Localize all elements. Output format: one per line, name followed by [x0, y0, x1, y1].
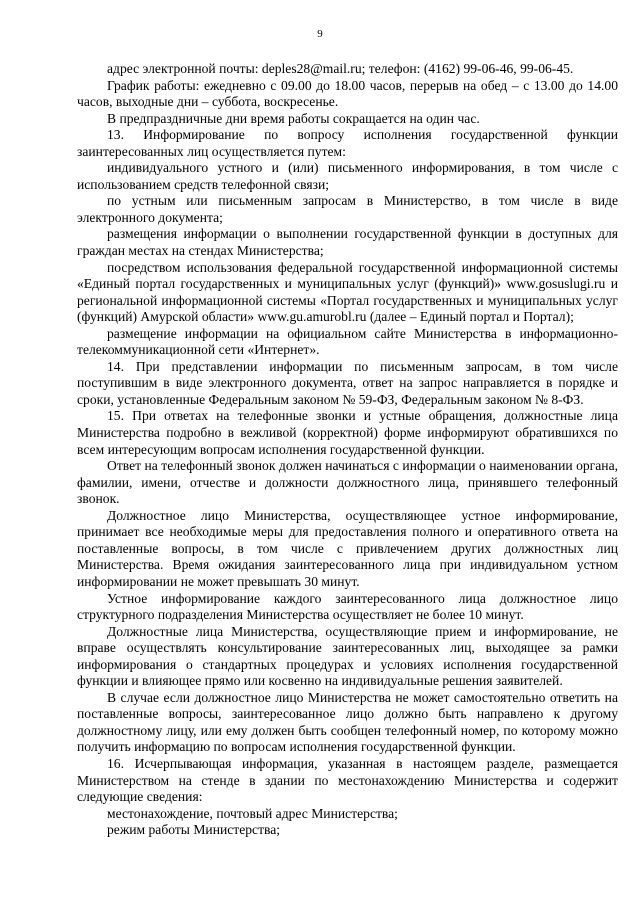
paragraph: местонахождение, почтовый адрес Министерства;	[107, 805, 398, 821]
paragraph: Ответ на телефонный звонок должен начинаться с информации о наименовании органа, фамилии, имени, отчестве и должности должностного лица, принявшего телефонный звонок.	[77, 458, 618, 507]
paragraph: В предпраздничные дни время работы сокращается на один час.	[107, 110, 480, 126]
page-number: 9	[317, 28, 323, 40]
paragraph: по устным или письменным запросам в Министерство, в том числе в виде электронного документа;	[77, 193, 618, 225]
document-body	[77, 61, 618, 839]
paragraph: индивидуального устного и (или) письменного информирования, в том числе с использованием средств телефонной связи;	[77, 160, 618, 192]
paragraph: 15. При ответах на телефонные звонки и устные обращения, должностные лица Министерства подробно в вежливой (корректной) форме информируют обратившихся по всем интересующим вопросам исполнения государственной функции.	[77, 408, 618, 457]
paragraph: 16. Исчерпывающая информация, указанная в настоящем разделе, размещается Министерством на стенде в здании по местонахождению Министерства и содержит следующие сведения:	[77, 755, 618, 805]
paragraph: График работы: ежедневно с 09.00 до 18.00 часов, перерыв на обед – с 13.00 до 14.00 часов, выходные дни – суббота, воскресенье.	[77, 77, 618, 110]
paragraph: размещение информации на официальном сайте Министерства в информационно-телекоммуникационной сети «Интернет».	[77, 325, 618, 358]
paragraph: посредством использования федеральной государственной информационной системы «Единый портал государственных и муниципальных услуг (функций)» www.gosuslugi.ru и региональной информационной системы «Портал государственных и муниципальных услуг (функций) Амурской области» www.gu.amurobl.ru (далее – Единый портал и Портал);	[77, 259, 618, 325]
paragraph: адрес электронной почты: deples28@mail.ru; телефон: (4162) 99-06-46, 99-06-45.	[107, 61, 574, 76]
paragraph: Устное информирование каждого заинтересованного лица должностное лицо структурного подразделения Министерства осуществляет не более 10 минут.	[77, 590, 618, 623]
paragraph: В случае если должностное лицо Министерства не может самостоятельно ответить на поставленные вопросы, заинтересованное лицо должно быть направлено к другому должностному лицу, или ему должен быть сообщен телефонный номер, по которому можно получить информацию по вопросам исполнения государственной функции.	[77, 689, 618, 755]
paragraph: Должностные лица Министерства, осуществляющие прием и информирование, не вправе осуществлять консультирование заинтересованных лиц, выходящее за рамки информирования о стандартных процедурах и условиях исполнения государственной функции и влияющее прямо или косвенно на индивидуальные решения заявителей.	[77, 623, 618, 689]
paragraph: режим работы Министерства;	[107, 822, 281, 838]
paragraph: Должностное лицо Министерства, осуществляющее устное информирование, принимает все необходимые меры для предоставления полного и оперативного ответа на поставленные вопросы, в том числе с привлечением других должностных лиц Министерства. Время ожидания заинтересованного лица при индивидуальном устном информировании не может превышать 30 минут.	[77, 507, 618, 589]
paragraph: размещения информации о выполнении государственной функции в доступных для граждан местах на стендах Министерства;	[77, 226, 618, 259]
paragraph: 13. Информирование по вопросу исполнения государственной функции заинтересованных лиц осуществляется путем:	[77, 127, 618, 159]
paragraph: 14. При представлении информации по письменным запросам, в том числе поступившим в виде электронного документа, ответ на запрос направляется в порядке и сроки, установленные Федеральным законом № 59-ФЗ, Федеральным законом № 8-ФЗ.	[77, 358, 618, 407]
